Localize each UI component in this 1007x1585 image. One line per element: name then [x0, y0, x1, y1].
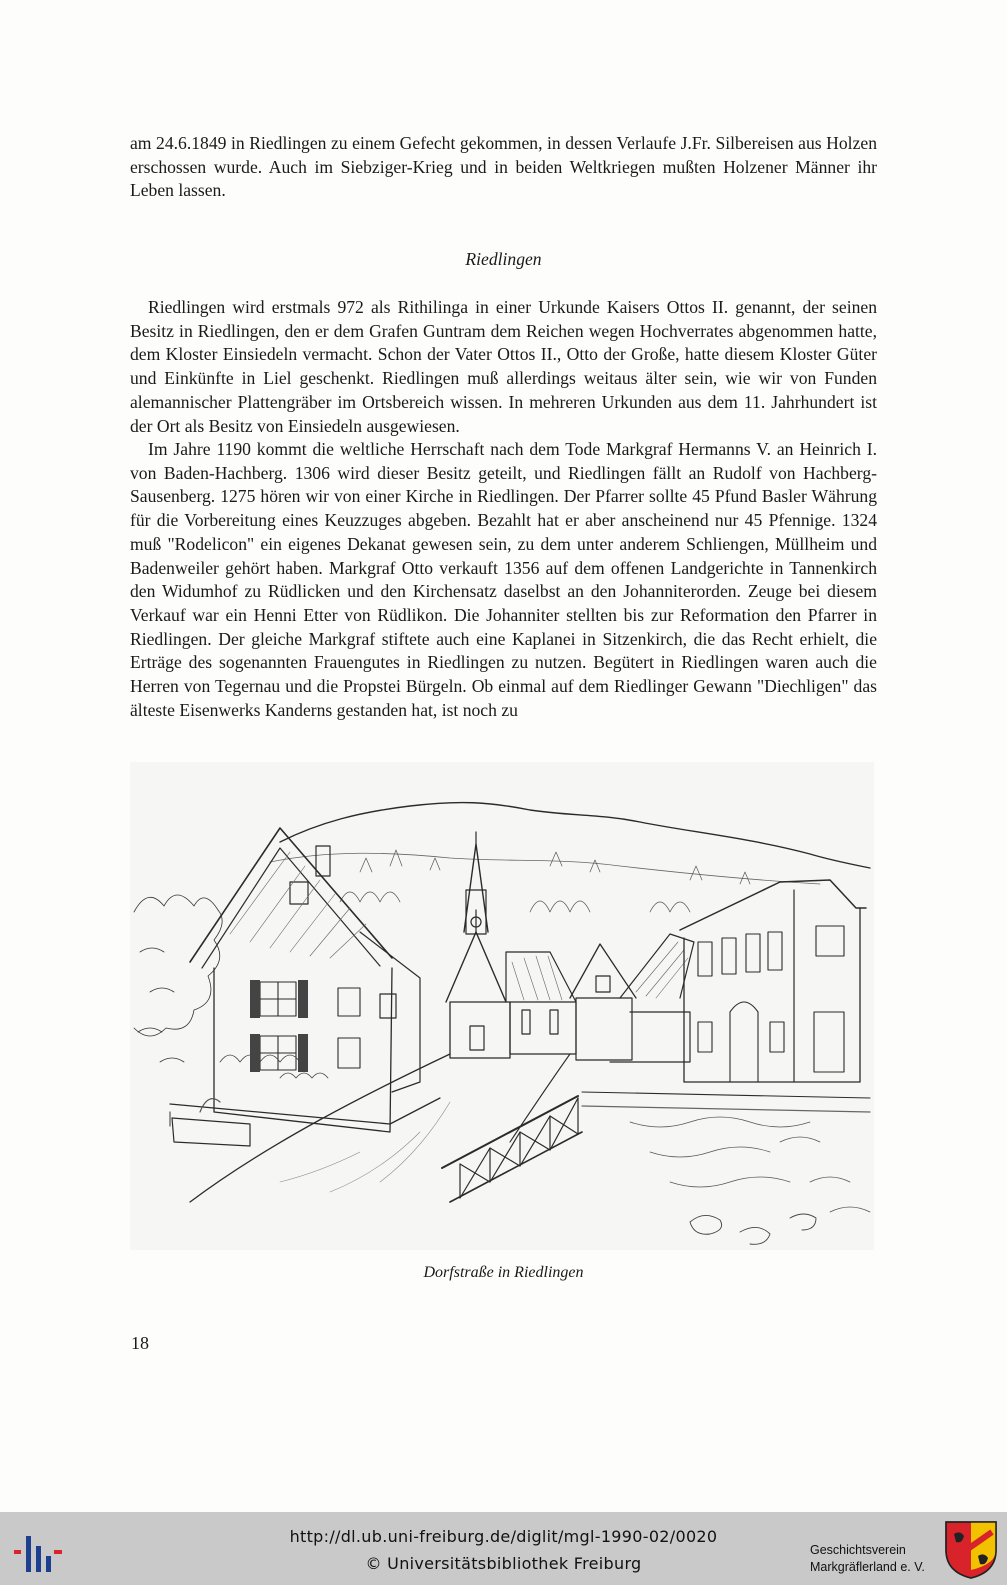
footer-bar	[0, 1512, 1007, 1585]
figure-caption: Dorfstraße in Riedlingen	[423, 1264, 584, 1281]
copyright-notice: © Universitätsbibliothek Freiburg	[365, 1554, 642, 1573]
section-heading: Riedlingen	[465, 249, 542, 269]
permalink-url[interactable]: http://dl.ub.uni-freiburg.de/diglit/mgl-1990-02/0020	[289, 1527, 718, 1546]
village-street-illustration	[130, 762, 874, 1250]
society-line-2: Markgräflerland e. V.	[810, 1560, 925, 1574]
body-paragraph: am 24.6.1849 in Riedlingen zu einem Gefecht gekommen, in dessen Verlaufe J.Fr. Silbereisen aus Holzen erschossen wurde. Auch im Siebziger-Krieg und in beiden Weltkriegen mußten Holzener Männer ihr Leben lassen.	[130, 133, 877, 201]
page-number: 18	[131, 1333, 149, 1353]
body-paragraph: Im Jahre 1190 kommt die weltliche Herrschaft nach dem Tode Markgraf Hermanns V. an Heinrich I. von Baden-Hachberg. 1306 wird dieser Besitz geteilt, und Riedlingen fällt an Rudolf von Hachberg-Sausenberg. 1275 hören wir von einer Kirche in Riedlingen. Der Pfarrer sollte 45 Pfund Basler Währung für die Vorbereitung eines Keuzzuges abgeben. Bezahlt hat er aber anscheinend nur 45 Pfennige. 1324 muß "Rodelicon" ein eigenes Dekanat gewesen sein, zu dem unter anderem Schliengen, Müllheim und Badenweiler gehört haben. Markgraf Otto verkauft 1356 auf dem offenen Landgerichte in Tannenkirch den Widumhof zu Rüdlicken und den Kirchensatz daselbst an den Johanniterorden. Zeuge bei diesem Verkauf war ein Henni Etter von Rüdlikon. Die Johanniter stellten bis zur Reformation den Pfarrer in Riedlingen. Der gleiche Markgraf stiftete auch eine Kaplanei in Sitzenkirch, die das Recht erhielt, die Erträge des sogenannten Frauengutes in Riedlingen zu nutzen. Begütert in Riedlingen waren auch die Herren von Tegernau und die Propstei Bürgeln. Ob einmal auf dem Riedlinger Gewann "Diechligen" das älteste Eisenwerks Kanderns gestanden hat, ist noch zu	[130, 439, 877, 720]
society-name	[810, 1542, 925, 1576]
coat-of-arms-icon	[944, 1520, 998, 1580]
society-line-1: Geschichtsverein	[810, 1543, 906, 1557]
body-paragraph: Riedlingen wird erstmals 972 als Rithilinga in einer Urkunde Kaisers Ottos II. genannt, der seinen Besitz in Riedlingen, den er dem Grafen Guntram dem Reichen wegen Hochverrates abgenommen hatte, dem Kloster Einsiedeln vermacht. Schon der Vater Ottos II., Otto der Große, hatte diesem Kloster Güter und Einkünfte in Liel geschenkt. Riedlingen muß allerdings weitaus älter sein, wie wir von Funden alemannischer Plattengräber im Ortsbereich wissen. In mehreren Urkunden aus dem 11. Jahrhundert ist der Ort als Besitz von Einsiedeln ausgewiesen.	[130, 297, 877, 436]
